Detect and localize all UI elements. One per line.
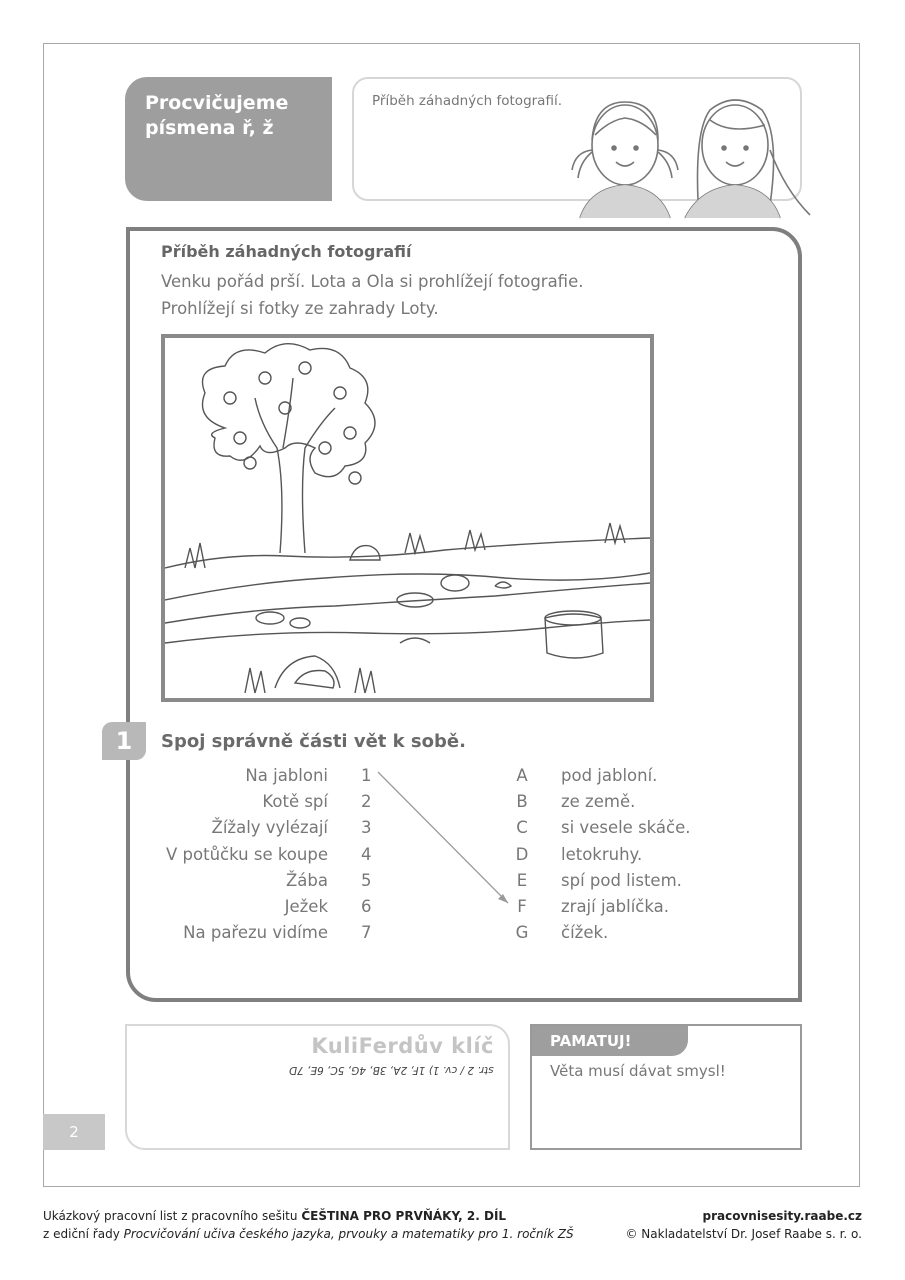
- left-number[interactable]: 2: [361, 792, 372, 811]
- footer-book-title: ČEŠTINA PRO PRVŇÁKY, 2. DÍL: [301, 1209, 507, 1223]
- left-phrase: Na jabloni: [245, 766, 328, 785]
- right-letter[interactable]: D: [515, 845, 529, 864]
- title-box: [125, 77, 332, 201]
- left-phrase: Ježek: [284, 897, 328, 916]
- answer-key-title: KuliFerdův klíč: [311, 1034, 494, 1058]
- right-letter[interactable]: C: [516, 818, 528, 837]
- left-number[interactable]: 7: [361, 923, 372, 942]
- page-number: 2: [43, 1114, 105, 1150]
- footer-line1-prefix: Ukázkový pracovní list z pracovního sešitu: [43, 1209, 302, 1223]
- left-phrase: Žába: [286, 871, 328, 890]
- right-letter[interactable]: B: [516, 792, 528, 811]
- left-phrase: Žížaly vylézají: [211, 818, 328, 837]
- right-phrase: letokruhy.: [561, 845, 643, 864]
- answer-key-box: [125, 1024, 510, 1150]
- footer-left: [43, 1207, 574, 1243]
- garden-picture: [161, 334, 654, 702]
- answer-key-text: str. 2 / cv. 1) 1F, 2A, 3B, 4G, 5C, 6E, 7D: [289, 1064, 494, 1076]
- left-phrase: V potůčku se koupe: [166, 845, 328, 864]
- page-title: Procvičujeme písmena ř, ž: [145, 92, 289, 139]
- right-letter[interactable]: G: [515, 923, 529, 942]
- remember-label: PAMATUJ!: [532, 1026, 688, 1056]
- task-number: 1: [102, 722, 146, 760]
- task-instruction: Spoj správně části vět k sobě.: [161, 731, 466, 752]
- left-number[interactable]: 4: [361, 845, 372, 864]
- footer-website-link[interactable]: pracovnisesity.raabe.cz: [702, 1209, 862, 1223]
- page-subtitle: Příběh záhadných fotografií.: [372, 93, 563, 109]
- right-phrase: pod jabloní.: [561, 766, 658, 785]
- garden-drawing: [165, 338, 650, 698]
- left-number[interactable]: 1: [361, 766, 372, 785]
- footer-series-title: Procvičování učiva českého jazyka, prvouky a matematiky pro 1. ročník ZŠ: [123, 1227, 574, 1241]
- left-number[interactable]: 6: [361, 897, 372, 916]
- right-phrase: ze země.: [561, 792, 636, 811]
- left-phrase: Na pařezu vidíme: [183, 923, 328, 942]
- girls-illustration: [570, 90, 820, 220]
- right-phrase: čížek.: [561, 923, 609, 942]
- left-number[interactable]: 3: [361, 818, 372, 837]
- right-phrase: spí pod listem.: [561, 871, 682, 890]
- remember-box: [530, 1024, 802, 1150]
- right-phrase: zrají jablíčka.: [561, 897, 669, 916]
- right-letter[interactable]: F: [517, 897, 527, 916]
- right-letter[interactable]: E: [516, 871, 528, 890]
- right-phrase: si vesele skáče.: [561, 818, 691, 837]
- left-number[interactable]: 5: [361, 871, 372, 890]
- left-phrase: Kotě spí: [262, 792, 328, 811]
- story-line: Venku pořád prší. Lota a Ola si prohlížejí fotografie.: [161, 272, 584, 291]
- story-line: Prohlížejí si fotky ze zahrady Loty.: [161, 299, 439, 318]
- footer-right: [625, 1207, 862, 1243]
- remember-text: Věta musí dávat smysl!: [550, 1062, 726, 1080]
- right-letter[interactable]: A: [516, 766, 528, 785]
- footer-copyright: © Nakladatelství Dr. Josef Raabe s. r. o.: [625, 1227, 862, 1241]
- story-heading: Příběh záhadných fotografií: [161, 242, 412, 261]
- footer-line2-prefix: z ediční řady: [43, 1227, 124, 1241]
